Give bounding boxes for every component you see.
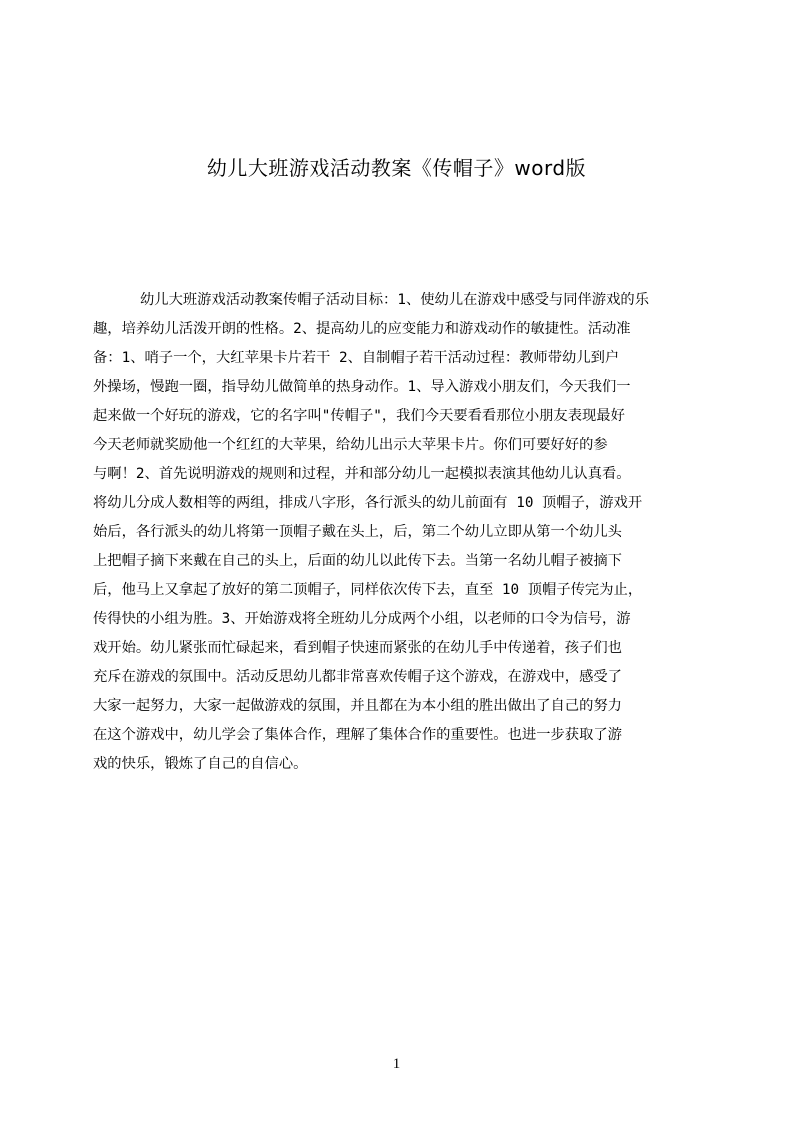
body-line: 趣，培养幼儿活泼开朗的性格。2、提高幼儿的应变能力和游戏动作的敏捷性。活动准 <box>93 321 631 337</box>
body-line: 传得快的小组为胜。3、开始游戏将全班幼儿分成两个小组，以老师的口令为信号，游 <box>93 611 631 627</box>
body-line: 与啊！2、首先说明游戏的规则和过程，并和部分幼儿一起模拟表演其他幼儿认真看。 <box>93 466 631 482</box>
body-line: 戏开始。幼儿紧张而忙碌起来，看到帽子快速而紧张的在幼儿手中传递着，孩子们也 <box>93 640 622 656</box>
body-line: 始后，各行派头的幼儿将第一顶帽子戴在头上，后，第二个幼儿立即从第一个幼儿头 <box>93 524 622 540</box>
body-line: 在这个游戏中，幼儿学会了集体合作，理解了集体合作的重要性。也进一步获取了游 <box>93 727 622 743</box>
body-line: 大家一起努力，大家一起做游戏的氛围，并且都在为本小组的胜出做出了自己的努力 <box>93 698 622 714</box>
page-number: 1 <box>392 1056 401 1072</box>
body-line: 充斥在游戏的氛围中。活动反思幼儿都非常喜欢传帽子这个游戏，在游戏中，感受了 <box>93 669 622 685</box>
body-line: 今天老师就奖励他一个红红的大苹果，给幼儿出示大苹果卡片。你们可要好好的参 <box>93 437 608 453</box>
body-line: 外操场，慢跑一圈，指导幼儿做简单的热身动作。1、导入游戏小朋友们，今天我们一 <box>93 379 631 395</box>
body-line: 上把帽子摘下来戴在自己的头上，后面的幼儿以此传下去。当第一名幼儿帽子被摘下 <box>93 553 622 569</box>
body-line: 戏的快乐，锻炼了自己的自信心。 <box>93 756 308 772</box>
document-body <box>93 286 704 779</box>
body-line: 起来做一个好玩的游戏，它的名字叫"传帽子"，我们今天要看看那位小朋友表现最好 <box>93 408 625 424</box>
body-line: 幼儿大班游戏活动教案传帽子活动目标：1、使幼儿在游戏中感受与同伴游戏的乐 <box>140 292 649 308</box>
body-line: 备：1、哨子一个，大红苹果卡片若干 2、自制帽子若干活动过程：教师带幼儿到户 <box>93 350 620 366</box>
document-title: 幼儿大班游戏活动教案《传帽子》word版 <box>206 156 587 181</box>
body-line: 后，他马上又拿起了放好的第二顶帽子，同样依次传下去，直至 10 顶帽子传完为止， <box>93 582 643 598</box>
body-line: 将幼儿分成人数相等的两组，排成八字形，各行派头的幼儿前面有 10 顶帽子，游戏开 <box>93 495 643 511</box>
